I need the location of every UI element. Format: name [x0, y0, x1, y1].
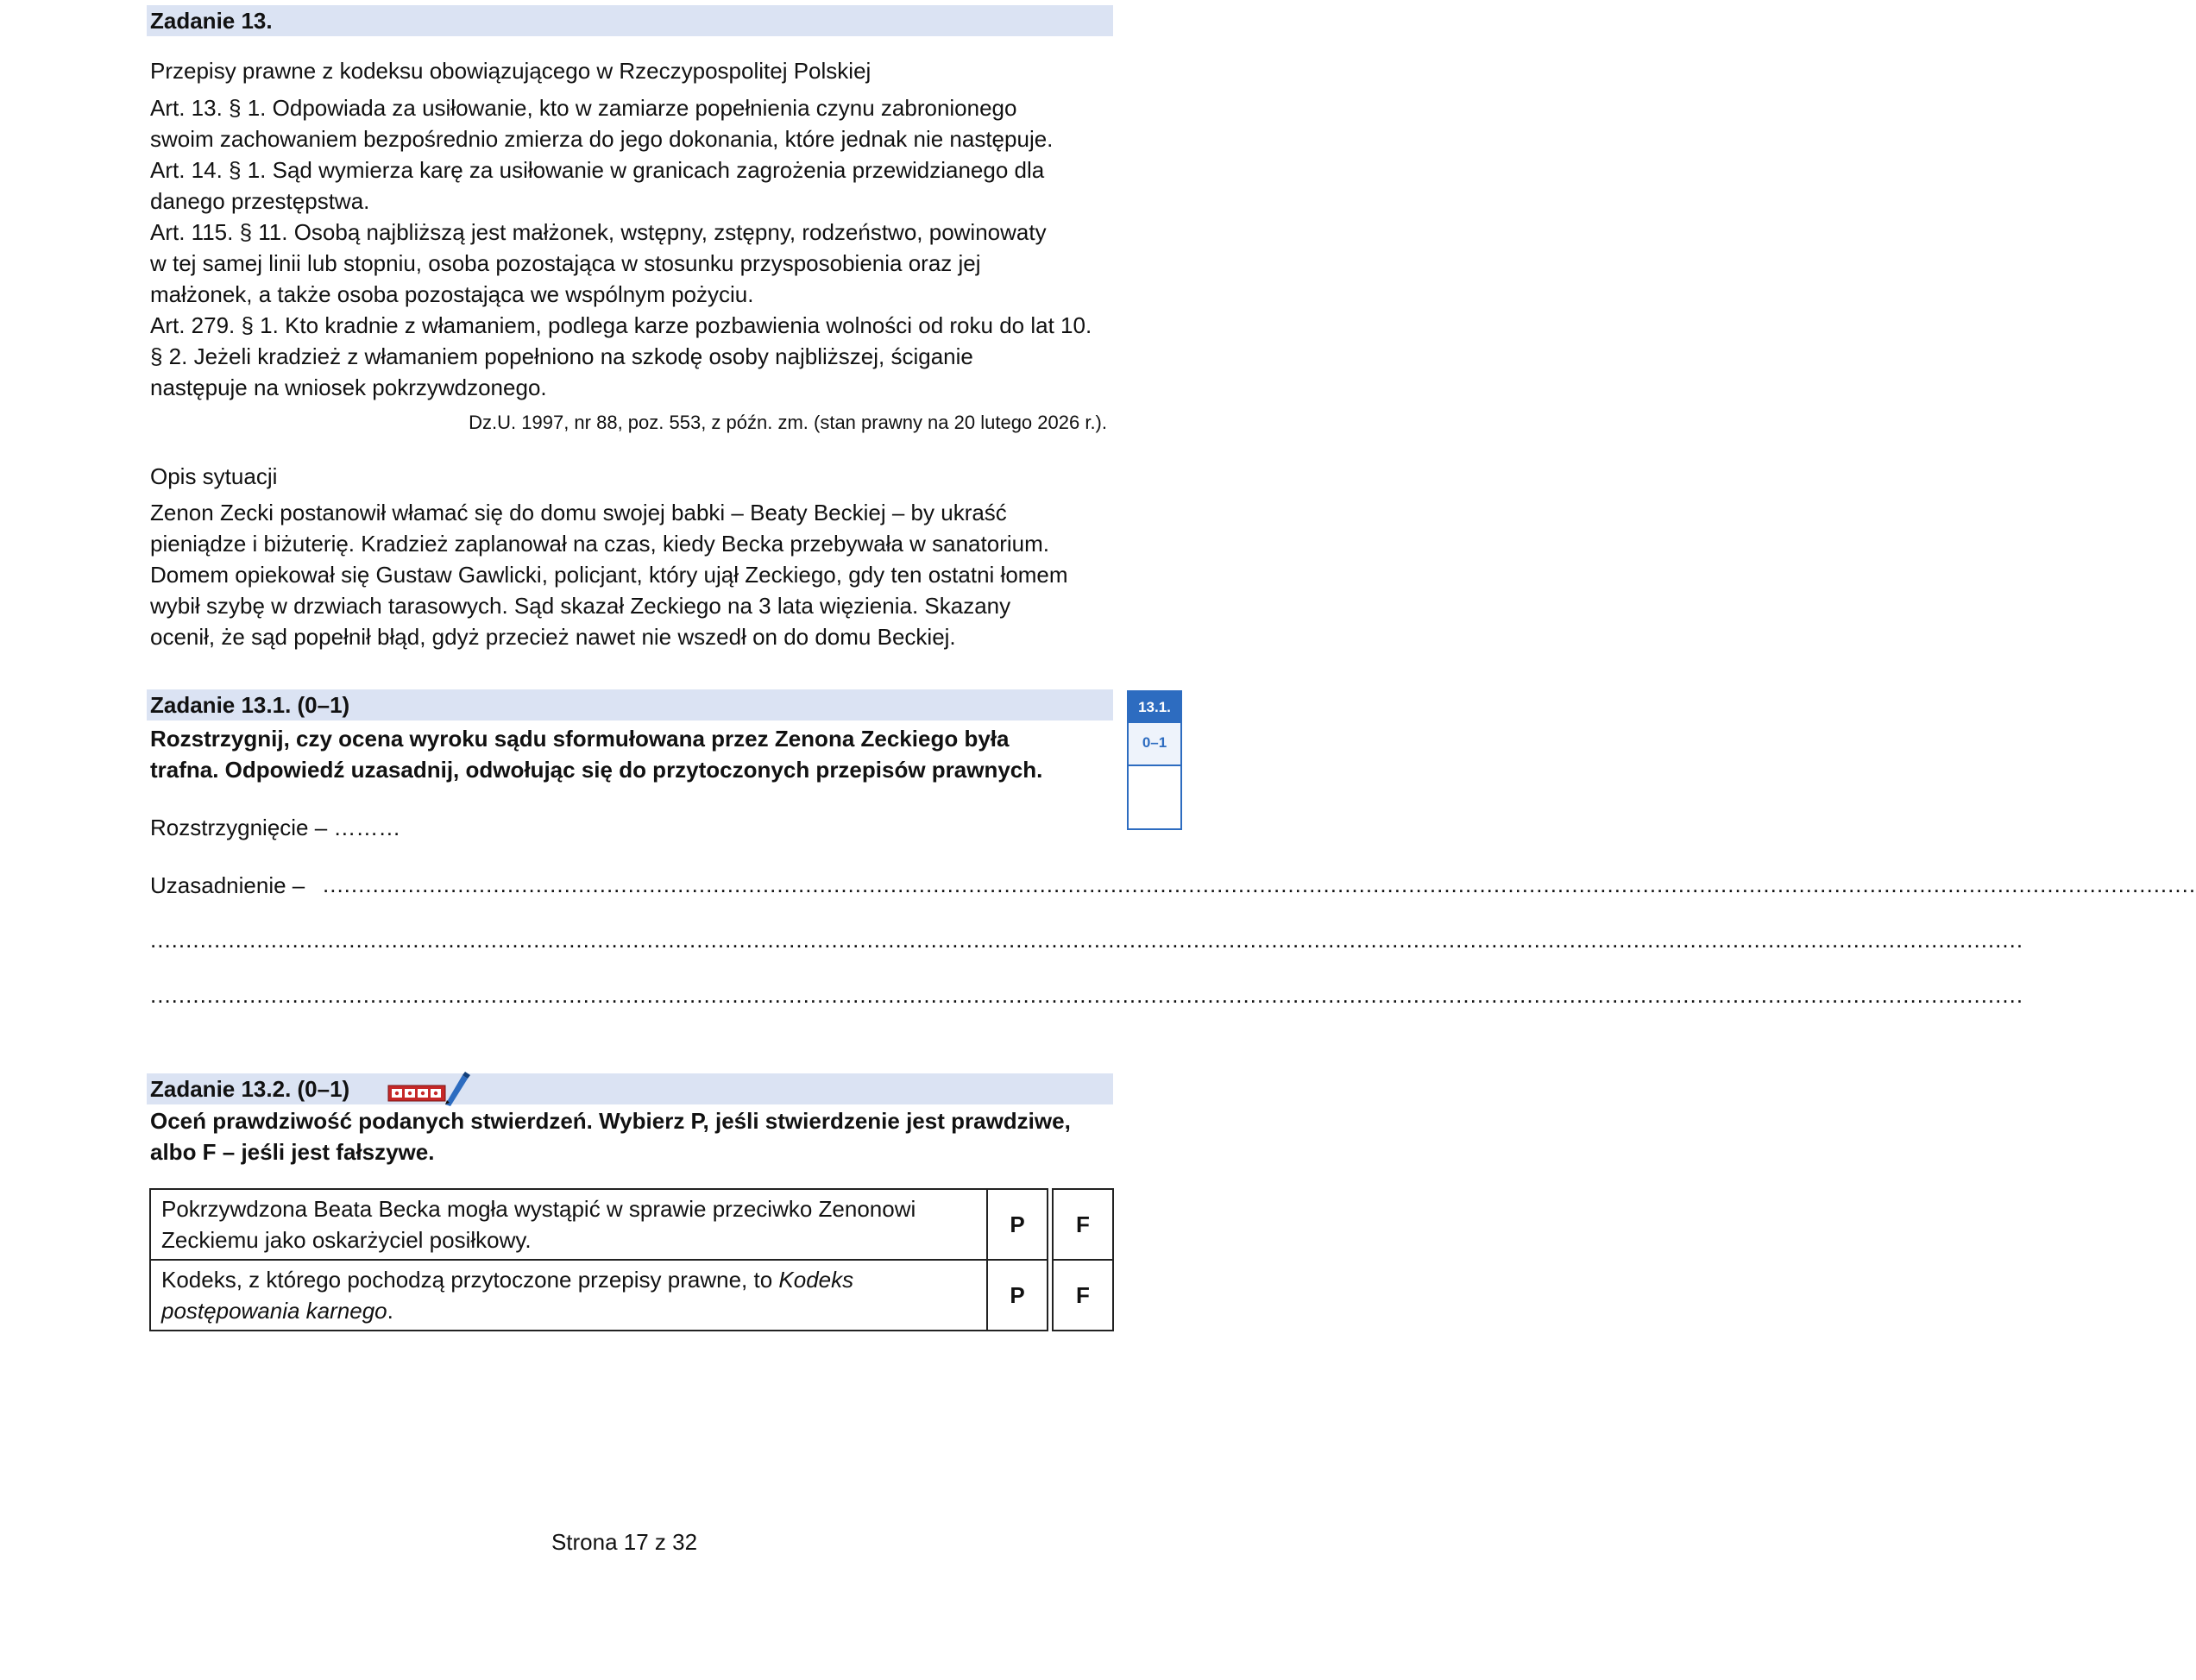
task1-header-bar [147, 689, 1113, 720]
decision-answer-field[interactable]: Rozstrzygnięcie – ……… [150, 815, 401, 840]
justification-answer-line[interactable]: ........................................................................................................................................................................................................................................................................ [150, 982, 2024, 1008]
statement-cell [150, 1260, 987, 1331]
statement-text: . [387, 1298, 393, 1324]
situation-line: wybił szybę w drzwiach tarasowych. Sąd skazał Zeckiego na 3 lata więzienia. Skazany [150, 593, 1011, 619]
option-true[interactable]: P [987, 1189, 1048, 1260]
legal-line: małżonek, a także osoba pozostająca we wspólnym pożyciu. [150, 281, 754, 307]
option-false[interactable]: F [1053, 1260, 1113, 1331]
situation-line: Domem opiekował się Gustaw Gawlicki, policjant, który ujął Zeckiego, gdy ten ostatni łomem [150, 562, 1068, 588]
legal-line: w tej samej linii lub stopniu, osoba pozostająca w stosunku przysposobienia oraz jej [150, 250, 981, 276]
legal-line: swoim zachowaniem bezpośrednio zmierza do jego dokonania, które jednak nie następuje. [150, 126, 1054, 152]
table-row [150, 1189, 1113, 1260]
task2-instruction: Oceń prawdziwość podanych stwierdzeń. Wybierz P, jeśli stwierdzenie jest prawdziwe, [150, 1108, 1071, 1134]
task1-instruction: trafna. Odpowiedź uzasadnij, odwołując się do przytoczonych przepisów prawnych. [150, 757, 1043, 783]
statement-cell [150, 1189, 987, 1260]
interactive-answer-icon [388, 1072, 471, 1106]
page-number: Strona 17 z 32 [551, 1529, 698, 1555]
task1-title: Zadanie 13.1. (0–1) [150, 692, 350, 718]
situation-title: Opis sytuacji [150, 463, 278, 489]
justification-answer-line[interactable]: ........................................................................................................................................................................................................................................................................ [150, 927, 2024, 953]
situation-line: Zenon Zecki postanowił włamać się do domu swojej babki – Beaty Beckiej – by ukraść [150, 500, 1007, 525]
option-true[interactable]: P [987, 1260, 1048, 1331]
legal-line: danego przestępstwa. [150, 188, 370, 214]
score-field [1129, 766, 1180, 830]
statement-text: Zeckiemu jako oskarżyciel posiłkowy. [161, 1227, 532, 1253]
option-false[interactable]: F [1053, 1189, 1113, 1260]
statement-line [161, 1264, 976, 1295]
task2-instruction: albo F – jeśli jest fałszywe. [150, 1139, 435, 1165]
task1-instruction: Rozstrzygnij, czy ocena wyroku sądu sformułowana przez Zenona Zeckiego była [150, 726, 1010, 752]
legal-source: Dz.U. 1997, nr 88, poz. 553, z późn. zm. (stan prawny na 20 lutego 2026 r.). [469, 412, 1107, 433]
legal-line: Art. 115. § 11. Osobą najbliższą jest małżonek, wstępny, zstępny, rodzeństwo, powinowaty [150, 219, 1047, 245]
statement-italic: Kodeks [778, 1267, 854, 1293]
legal-line: Art. 14. § 1. Sąd wymierza karę za usiłowanie w granicach zagrożenia przewidzianego dla [150, 157, 1045, 183]
legal-intro: Przepisy prawne z kodeksu obowiązującego w Rzeczypospolitej Polskiej [150, 58, 871, 84]
statement-line [161, 1295, 976, 1326]
statement-italic: postępowania karnego [161, 1298, 387, 1324]
situation-line: ocenił, że sąd popełnił błąd, gdyż przecież nawet nie wszedł on do domu Beckiej. [150, 624, 956, 650]
legal-line: Art. 13. § 1. Odpowiada za usiłowanie, kto w zamiarze popełnienia czynu zabronionego [150, 95, 1017, 121]
legal-line: § 2. Jeżeli kradzież z włamaniem popełniono na szkodę osoby najbliższej, ściganie [150, 343, 973, 369]
score-box [1127, 690, 1182, 830]
task-header-bar [147, 5, 1113, 36]
legal-line: Art. 279. § 1. Kto kradnie z włamaniem, podlega karze pozbawienia wolności od roku do lat 10. [150, 312, 1092, 338]
task2-header-bar [147, 1073, 1113, 1104]
justification-label: Uzasadnienie – [150, 872, 305, 898]
legal-line: następuje na wniosek pokrzywdzonego. [150, 374, 547, 400]
statement-text: Pokrzywdzona Beata Becka mogła wystąpić w sprawie przeciwko Zenonowi [161, 1196, 916, 1222]
statement-text: Kodeks, z którego pochodzą przytoczone przepisy prawne, to [161, 1267, 773, 1293]
true-false-table [149, 1188, 1114, 1331]
table-row [150, 1260, 1113, 1331]
score-task-id: 13.1. [1129, 692, 1180, 723]
task2-title: Zadanie 13.2. (0–1) [150, 1076, 350, 1102]
situation-line: pieniądze i biżuterię. Kradzież zaplanował na czas, kiedy Becka przebywała w sanatorium. [150, 531, 1049, 557]
score-points: 0–1 [1129, 723, 1180, 766]
justification-answer-line[interactable]: ........................................................................................................................................................................................................................................................................ [323, 871, 2196, 897]
task-title: Zadanie 13. [150, 8, 273, 34]
